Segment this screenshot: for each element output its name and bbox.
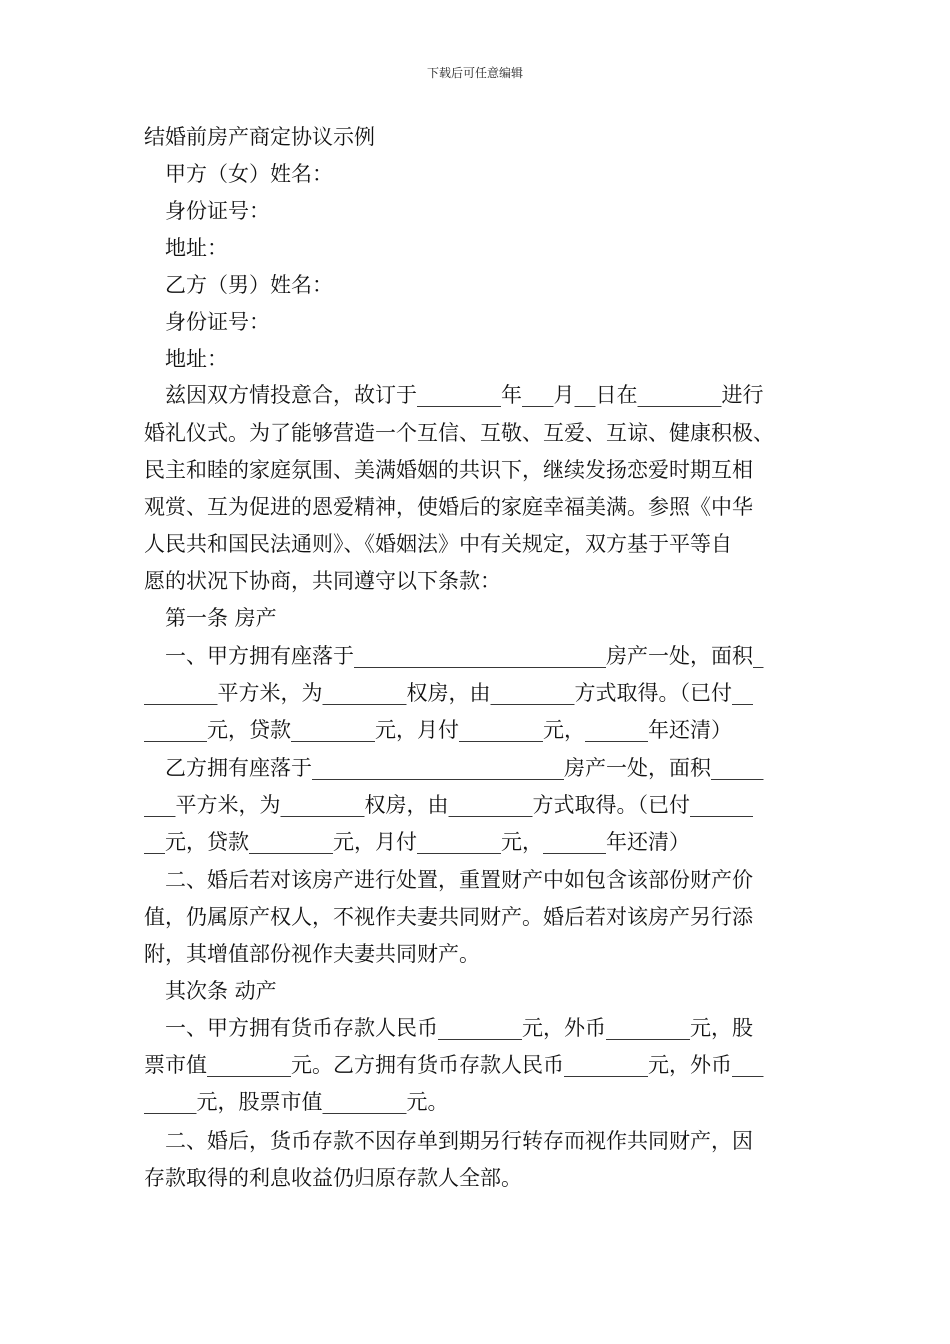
- article1-clause2-line: 附，其增值部份视作夫妻共同财产。: [144, 942, 480, 966]
- preamble-line: 兹因双方情投意合，故订于________年___月__日在________进行: [165, 383, 764, 407]
- party-a-address-label: 地址：: [165, 236, 228, 260]
- party-b-address-label: 地址：: [165, 347, 228, 371]
- document-title: 结婚前房产商定协议示例: [144, 125, 375, 149]
- party-b-id-label: 身份证号：: [165, 310, 270, 334]
- article1-clause1b-line: 乙方拥有座落于________________________房产一处，面积_____: [165, 756, 764, 780]
- article1-clause2-line: 值，仍属原产权人，不视作夫妻共同财产。婚后若对该房产另行添: [144, 905, 753, 929]
- article2-clause1-line: 票市值________元。乙方拥有货币存款人民币________元，外币___: [144, 1053, 764, 1077]
- article2-clause2-line: 存款取得的利息收益仍归原存款人全部。: [144, 1166, 522, 1190]
- article1-clause1b-line: __元，贷款________元，月付________元，______年还清）: [144, 830, 690, 854]
- header-note: 下载后可任意编辑: [426, 66, 523, 80]
- article1-clause1a-line: ______元，贷款________元，月付________元，______年还清）: [144, 718, 732, 742]
- party-a-name-label: 甲方（女）姓名：: [165, 162, 333, 186]
- article1-heading: 第一条 房产: [165, 606, 277, 630]
- article2-clause1-line: _____元，股票市值________元。: [144, 1090, 449, 1114]
- preamble-line: 观赏、互为促进的恩爱精神，使婚后的家庭幸福美满。参照《中华: [144, 495, 753, 519]
- preamble-line: 愿的状况下协商，共同遵守以下条款：: [144, 569, 501, 593]
- article1-clause1a-line: _______平方米，为________权房，由________方式取得。（已付__: [144, 681, 753, 705]
- article2-heading: 其次条 动产: [165, 979, 277, 1003]
- article1-clause2-line: 二、婚后若对该房产进行处置，重置财产中如包含该部份财产价: [165, 868, 753, 892]
- preamble-line: 民主和睦的家庭氛围、美满婚姻的共识下，继续发扬恋爱时期互相: [144, 458, 753, 482]
- article1-clause1a-line: 一、甲方拥有座落于________________________房产一处，面积_: [165, 644, 764, 668]
- article1-clause1b-line: ___平方米，为________权房，由________方式取得。（已付______: [144, 793, 753, 817]
- preamble-line: 婚礼仪式。为了能够营造一个互信、互敬、互爱、互谅、健康积极、: [144, 421, 774, 445]
- party-b-name-label: 乙方（男）姓名：: [165, 273, 333, 297]
- article2-clause2-line: 二、婚后，货币存款不因存单到期另行转存而视作共同财产，因: [165, 1129, 753, 1153]
- article2-clause1-line: 一、甲方拥有货币存款人民币________元，外币________元，股: [165, 1016, 753, 1040]
- preamble-line: 人民共和国民法通则》、《婚姻法》中有关规定，双方基于平等自: [144, 532, 732, 556]
- party-a-id-label: 身份证号：: [165, 199, 270, 223]
